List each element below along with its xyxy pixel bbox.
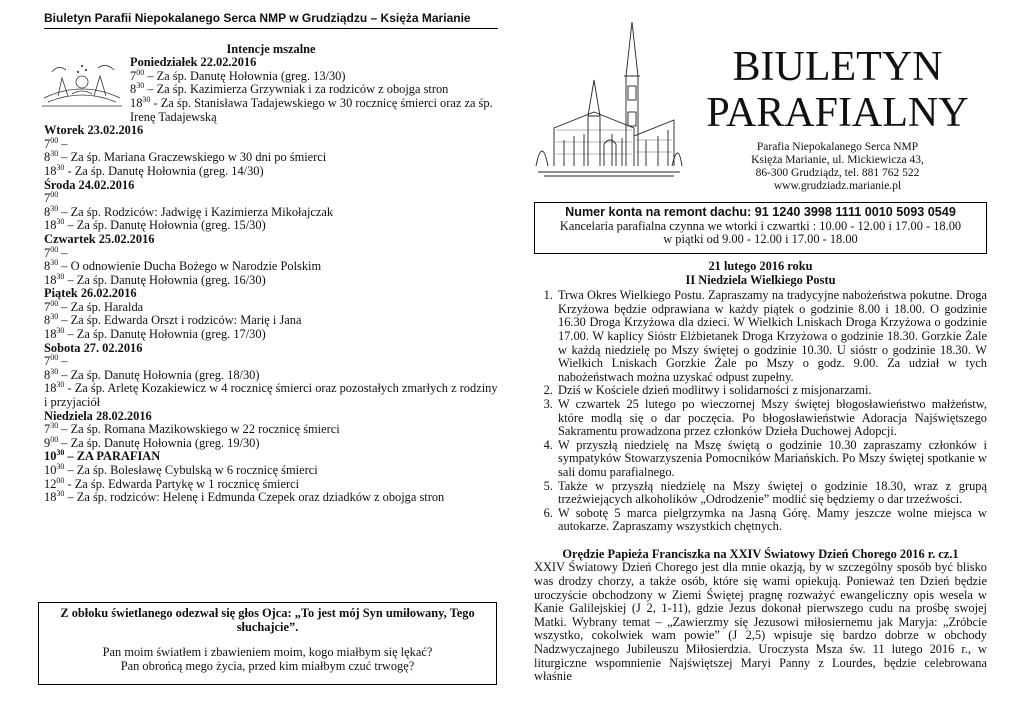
masthead-title-line-2: PARAFIALNY xyxy=(706,90,969,136)
mass-minutes: 30 xyxy=(56,462,65,471)
mass-hour: 8 xyxy=(44,150,51,165)
mass-minutes: 30 xyxy=(56,162,65,172)
intention-entry xyxy=(44,382,498,409)
masthead-title-line-1: BIULETYN xyxy=(732,44,943,90)
mass-hour: 18 xyxy=(130,95,143,110)
mass-minutes: 00 xyxy=(50,135,59,145)
intention-text: – Za śp. Edwarda Orszt i rodziców: Marię i Jana xyxy=(58,313,302,328)
intention-day: Poniedziałek 22.02.2016 xyxy=(130,55,257,70)
intention-entry xyxy=(44,192,498,206)
intention-entry xyxy=(44,491,498,505)
mass-hour: 8 xyxy=(44,313,51,328)
mass-hour: 18 xyxy=(44,381,57,396)
psalm-line-2: Pan obrońcą mego życia, przed kim miałbym czuć trwogę? xyxy=(120,658,415,673)
masthead-title xyxy=(690,44,985,136)
mass-minutes: 00 xyxy=(50,244,59,254)
intention-day: Czwartek 25.02.2016 xyxy=(44,231,155,246)
mass-minutes: 30 xyxy=(56,217,65,227)
parish-address-1: Księża Marianie, ul. Mickiewicza 43, xyxy=(751,154,924,166)
mass-minutes: 00 xyxy=(50,298,59,308)
mass-hour: 9 xyxy=(44,435,51,450)
intention-entry xyxy=(44,355,498,369)
parish-website: www.grudziadz.marianie.pl xyxy=(773,180,902,192)
intention-text: - Za śp. Danutę Hołownia (greg. 14/30) xyxy=(64,163,264,178)
announcements-sunday: II Niedziela Wielkiego Postu xyxy=(685,272,836,287)
intention-text: – Za śp. Danutę Hołownia (greg. 18/30) xyxy=(58,367,260,382)
mass-hour: 18 xyxy=(44,490,57,505)
intention-text: - Za śp. Arletę Kozakiewicz w 4 rocznicę śmierci oraz pozostałych zmarłych z rodziny i przyjaciół xyxy=(44,381,498,410)
mass-hour: 18 xyxy=(44,327,57,342)
mass-minutes: 00 xyxy=(50,353,59,363)
intention-day: Wtorek 23.02.2016 xyxy=(44,123,144,138)
left-column xyxy=(44,12,498,505)
mass-minutes: 30 xyxy=(50,366,59,376)
announcement-item: 6. W sobotę 5 marca pielgrzymka na Jasną Górę. Mamy jeszcze wolne miejsca w autokarze. Zapraszamy wszystkich chętnych. xyxy=(556,507,987,534)
intention-text: – Za śp. Kazimierza Grzywniak i za rodziców z obojga stron xyxy=(144,82,449,97)
intention-text: – xyxy=(58,245,68,260)
parish-address-2: 86-300 Grudziądz, tel. 881 762 522 xyxy=(755,167,920,179)
article-body: XXIV Światowy Dzień Chorego jest dla mnie okazją, by w szczególny sposób być blisko was drodzy chorzy, a także osób, które się wami opiekują. Ponieważ ten Dzień będzie uroczyście obchodzony w Ziemi Świętej pragnę rozważyć ewangeliczny opis wesela w Kanie Galilejskiej (J 2, 1-11), gdzie Jezus dokonał pierwszego cudu na prośbę swojej Matki. Wybrany temat – „Zawierzmy się Jezusowi miłosiernemu jak Maryja: „Zróbcie wszystko, cokolwiek wam powie” (J 2,5) wpisuje się bardzo dobrze w obchody Nadzwyczajnego Jubileuszu Miłosierdzia. Uroczysta Msza św. 11 lutego 2016 r., w liturgiczne wspomnienie Najświętszej Maryi Panny z Lourdes, będzie celebrowana właśnie xyxy=(534,560,987,684)
intention-text: – O odnowienie Ducha Bożego w Narodzie Polskim xyxy=(58,259,322,274)
intention-entry xyxy=(44,151,498,165)
mass-hour: 8 xyxy=(44,259,51,274)
mass-minutes: 00 xyxy=(56,475,65,485)
intention-day: Niedziela 28.02.2016 xyxy=(44,408,152,423)
intentions-list xyxy=(44,56,498,505)
bulletin-header: Biuletyn Parafii Niepokalanego Serca NMP w Grudziądzu – Księża Marianie xyxy=(44,12,498,29)
mass-minutes: 30 xyxy=(56,271,65,281)
mass-minutes: 30 xyxy=(142,94,151,104)
mass-hour: 7 xyxy=(44,422,51,437)
mass-minutes: 30 xyxy=(50,312,59,322)
mass-hour: 7 xyxy=(44,354,51,369)
office-hours-1: Kancelaria parafialna czynna we wtorki i czwartki : 10.00 - 12.00 i 17.00 - 18.00 xyxy=(559,218,962,233)
mass-hour: 7 xyxy=(44,245,51,260)
intention-entry xyxy=(44,423,498,437)
intention-entry xyxy=(44,271,498,288)
mass-hour: 7 xyxy=(44,136,51,151)
intention-text: – ZA PARAFIAN xyxy=(64,449,161,464)
intention-text: – Za śp. Mariana Graczewskiego w 30 dni po śmierci xyxy=(58,150,327,165)
mass-hour: 18 xyxy=(44,218,57,233)
mass-hour: 7 xyxy=(44,191,51,206)
announcements-date: 21 lutego 2016 roku xyxy=(708,259,813,273)
mass-hour: 18 xyxy=(44,163,57,178)
intention-entry xyxy=(44,162,498,179)
mass-minutes: 00 xyxy=(50,190,59,200)
mass-hour: 10 xyxy=(44,449,57,464)
mass-hour: 7 xyxy=(130,68,137,83)
mass-minutes: 30 xyxy=(50,258,59,268)
intention-entry xyxy=(44,219,498,233)
intention-text: – Za śp. Haralda xyxy=(58,299,144,314)
mass-minutes: 30 xyxy=(56,448,65,458)
announcement-item: 2. Dziś w Kościele dzień modlitwy i solidarności z misjonarzami. xyxy=(556,384,987,398)
parish-name: Parafia Niepokalanego Serca NMP xyxy=(756,141,919,153)
article-title: Orędzie Papieża Franciszka na XXIV Światowy Dzień Chorego 2016 r. cz.1 xyxy=(562,546,959,561)
account-box xyxy=(534,202,987,254)
mass-hour: 8 xyxy=(130,82,137,97)
psalm-line-1: Pan moim światłem i zbawieniem moim, kogo miałbym się lękać? xyxy=(102,645,433,660)
intention-text: – Za śp. Rodziców: Jadwigę i Kazimierza Mikołajczak xyxy=(58,204,334,219)
mass-minutes: 00 xyxy=(50,434,59,444)
intention-text: – Za śp. rodziców: Helenę i Edmunda Czepek oraz dziadków z obojga stron xyxy=(64,490,445,505)
account-number: Numer konta na remont dachu: 91 1240 3998 1111 0010 5093 0549 xyxy=(565,205,956,219)
intention-text: – Za śp. Danutę Hołownia (greg. 16/30) xyxy=(64,272,266,287)
mass-hour: 12 xyxy=(44,476,57,491)
mass-minutes: 30 xyxy=(56,489,65,499)
announcements-list xyxy=(534,289,987,534)
intention-entry xyxy=(44,260,498,274)
intention-entry xyxy=(44,328,498,342)
intention-text: – Za śp. Danutę Hołownia (greg. 15/30) xyxy=(64,218,266,233)
intention-text: - Za śp. Stanisława Tadajewskiego w 30 rocznicę śmierci oraz za śp. Irenę Tadajewską xyxy=(130,95,493,124)
intention-entry xyxy=(44,450,498,464)
gospel-quote: Z obłoku świetlanego odezwał się głos Ojca: „To jest mój Syn umiłowany, Tego słuchajcie”. xyxy=(60,606,475,634)
announcement-item: 1. Trwa Okres Wielkiego Postu. Zapraszamy na tradycyjne nabożeństwa pokutne. Droga Krzyżowa będzie odprawiana w każdy piątek o godzinie 8.00 i 18.00. O godzinie 16.30 Droga Krzyżowa dla dzieci. W Wielkich Lniskach Droga Krzyżowa o godzinie 17.00. W kaplicy Sióstr Elżbietanek Droga Krzyżowa o godzinie 18.30. Gorzkie Żale w każdą niedzielę po Mszy świętej o godzinie 10.30. U sióstr o godzinie 18.30. W Wielkich Lniskach Gorzkie Żale po Mszy o godz. 9.00. Za udział w tych nabożeństwach można uzyskać odpust zupełny. xyxy=(556,289,987,384)
intention-text: – Za śp. Romana Mazikowskiego w 22 rocznicę śmierci xyxy=(58,422,340,437)
intention-day: Środa 24.02.2016 xyxy=(44,177,135,192)
intention-text: – Za śp. Bolesławę Cybulską w 6 rocznicę śmierci xyxy=(64,463,318,477)
manger-illustration-icon xyxy=(38,58,126,110)
intention-text: – xyxy=(58,354,68,369)
mass-hour: 8 xyxy=(44,367,51,382)
mass-minutes: 30 xyxy=(50,149,59,159)
announcements-section xyxy=(534,260,987,684)
announcement-item: 5. Także w przyszłą niedzielę na Mszy świętej o godzinie 18.30, wraz z grupą trzeźwiejących alkoholików „Odrodzenie” modlić się będziemy o dar trzeźwości. xyxy=(556,480,987,507)
announcement-item: 3. W czwartek 25 lutego po wieczornej Mszy świętej błogosławieństwo małżeństw, które modlą się o dar poczęcia. Po błogosławieństwie Adoracja Najświętszego Sakramentu prowadzona przez członków Dzieła Duchowej Adopcji. xyxy=(556,398,987,439)
parish-info xyxy=(690,141,985,193)
intention-text: – Za śp. Danutę Hołownia (greg. 13/30) xyxy=(144,68,346,83)
intention-text: – Za śp. Danutę Hołownia (greg. 17/30) xyxy=(64,327,266,342)
announcement-item: 4. W przyszłą niedzielę na Mszę świętą o godzinie 10.30 zapraszamy członków i sympatyków Stowarzyszenia Pomocników Mariańskich. Po Mszy świętej spotkanie w sali domu parafialnego. xyxy=(556,439,987,480)
church-illustration-icon xyxy=(534,16,684,188)
quote-box xyxy=(38,602,497,685)
intention-text: – Za śp. Danutę Hołownia (greg. 19/30) xyxy=(58,435,260,450)
mass-minutes: 30 xyxy=(56,326,65,336)
mass-hour: 8 xyxy=(44,204,51,219)
intention-entry xyxy=(44,464,498,478)
intention-day: Sobota 27. 02.2016 xyxy=(44,340,143,355)
mass-hour: 18 xyxy=(44,272,57,287)
mass-minutes: 30 xyxy=(50,421,59,431)
mass-hour: 10 xyxy=(44,463,57,477)
mass-minutes: 30 xyxy=(56,380,65,390)
mass-minutes: 00 xyxy=(136,67,145,77)
intention-text: – xyxy=(58,136,68,151)
intentions-title: Intencje mszalne xyxy=(226,41,316,56)
intention-day: Piątek 26.02.2016 xyxy=(44,286,137,301)
mass-minutes: 30 xyxy=(136,81,145,91)
office-hours-2: w piątki od 9.00 - 12.00 i 17.00 - 18.00 xyxy=(663,232,858,247)
intention-text: - Za śp. Edwarda Partykę w 1 rocznicę śmierci xyxy=(64,476,300,491)
mass-minutes: 30 xyxy=(50,203,59,213)
mass-hour: 7 xyxy=(44,299,51,314)
